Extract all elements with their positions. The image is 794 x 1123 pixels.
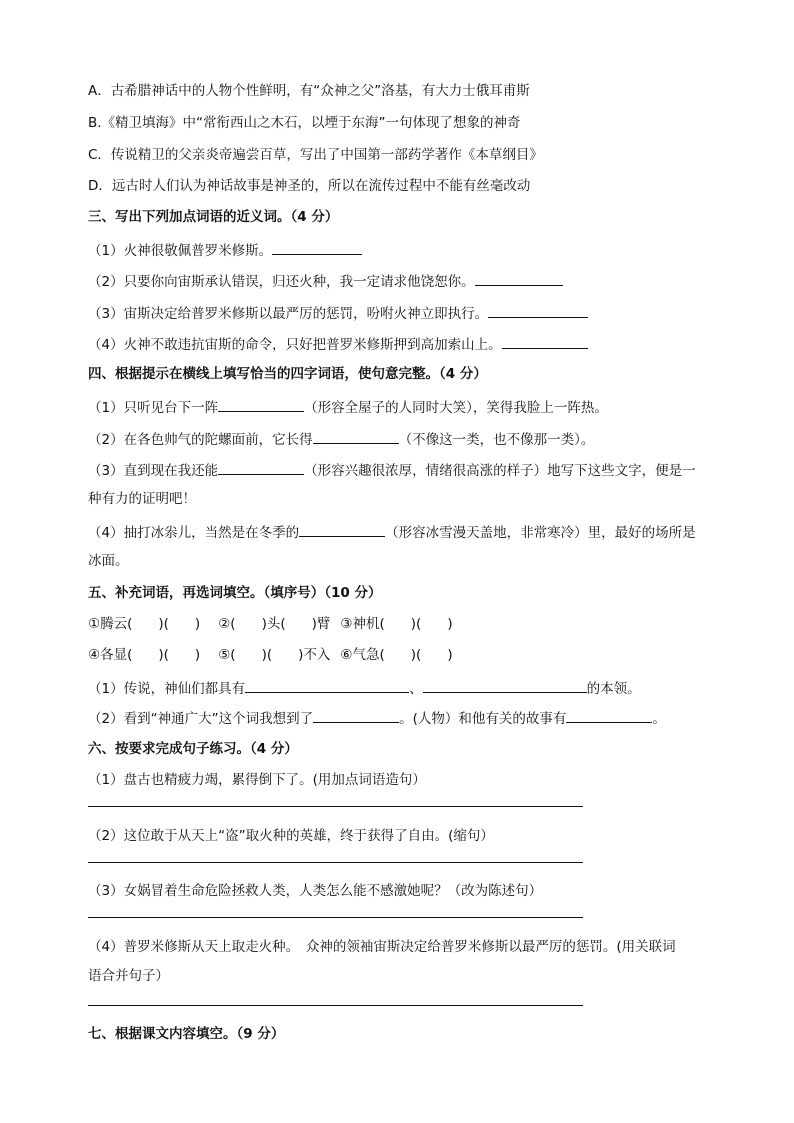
s4-q2-prefix: （2）在各色帅气的陀螺面前，它长得 <box>88 432 313 448</box>
s5-word-2[interactable]: ②( )头( )臂 <box>218 616 331 632</box>
s5-q2-blank-2[interactable] <box>566 707 652 723</box>
s6-question-4-cont: 语合并句子） <box>88 968 169 984</box>
s6-question-3: （3）女娲冒着生命危险拯救人类，人类怎么能不感激她呢？（改为陈述句） <box>88 883 543 899</box>
option-b: B.《精卫填海》中“常衔西山之木石，以堙于东海”一句体现了想象的神奇 <box>88 115 521 131</box>
s3-q4-blank[interactable] <box>502 333 588 349</box>
s4-q4-blank[interactable] <box>299 521 385 537</box>
s3-q2-text: （2）只要你向宙斯承认错误，归还火种，我一定请求他饶恕你。 <box>88 274 475 290</box>
s5-word-3[interactable]: ③神机( )( ) <box>340 616 453 632</box>
s4-q1-blank[interactable] <box>218 396 304 412</box>
option-d: D．远古时人们认为神话故事是神圣的，所以在流传过程中不能有丝毫改动 <box>88 178 531 194</box>
s3-q4-text: （4）火神不敢违抗宙斯的命令，只好把普罗米修斯押到高加索山上。 <box>88 337 502 353</box>
s5-word-row-2 <box>88 645 453 665</box>
s4-q4-suffix: （形容冰雪漫天盖地，非常寒冷）里，最好的场所是 <box>385 525 696 541</box>
s5-word-row-1 <box>88 614 453 634</box>
s3-q3-blank[interactable] <box>488 302 588 318</box>
s4-q3-prefix: （3）直到现在我还能 <box>88 463 219 479</box>
s5-q1-blank-2[interactable] <box>423 677 587 693</box>
s5-q2-middle: 。(人物）和他有关的故事有 <box>399 711 567 727</box>
s6-answer-line-2[interactable] <box>88 862 583 863</box>
s5-word-6[interactable]: ⑥气急( )( ) <box>340 647 453 663</box>
s5-word-4[interactable]: ④各显( )( ) <box>88 647 201 663</box>
s4-question-4-cont: 冰面。 <box>88 553 129 569</box>
s4-q3-blank[interactable] <box>218 459 304 475</box>
s3-question-3 <box>88 302 588 324</box>
option-c: C．传说精卫的父亲炎帝遍尝百草，写出了中国第一部药学著作《本草纲目》 <box>88 147 543 163</box>
s3-q1-blank[interactable] <box>272 239 362 255</box>
s4-question-2 <box>88 428 594 450</box>
s3-question-4 <box>88 333 588 355</box>
s4-q1-prefix: （1）只听见台下一阵 <box>88 400 219 416</box>
s4-q4-prefix: （4）抽打冰尜儿，当然是在冬季的 <box>88 525 300 541</box>
s6-answer-line-4[interactable] <box>88 1005 583 1006</box>
s6-question-2: （2）这位敢于从天上“盗”取火种的英雄，终于获得了自由。(缩句） <box>88 828 494 844</box>
s5-q1-separator: 、 <box>409 681 423 697</box>
s5-word-1[interactable]: ①腾云( )( ) <box>88 616 201 632</box>
s5-q2-suffix: 。 <box>652 711 666 727</box>
s4-question-3 <box>88 459 696 481</box>
option-a: A．古希腊神话中的人物个性鲜明，有“众神之父”洛基，有大力士俄耳甫斯 <box>88 83 530 99</box>
section-5-heading: 五、补充词语，再选词填空。（填序号）（10 分） <box>88 585 382 601</box>
s4-q2-suffix: （不像这一类，也不像那一类）。 <box>398 432 595 448</box>
s3-question-2 <box>88 270 563 292</box>
s5-q1-prefix: （1）传说，神仙们都具有 <box>88 681 246 697</box>
s4-question-3-cont: 种有力的证明吧！ <box>88 491 196 507</box>
s6-question-1: （1）盘古也精疲力竭，累得倒下了。(用加点词语造句） <box>88 772 426 788</box>
s5-question-2 <box>88 707 666 729</box>
s3-q2-blank[interactable] <box>475 270 563 286</box>
s3-q3-text: （3）宙斯决定给普罗米修斯以最严厉的惩罚，吩咐火神立即执行。 <box>88 306 489 322</box>
s6-answer-line-3[interactable] <box>88 917 583 918</box>
s4-question-1 <box>88 396 608 418</box>
s5-q1-blank-1[interactable] <box>245 677 409 693</box>
s3-q1-text: （1）火神很敬佩普罗米修斯。 <box>88 243 273 259</box>
s4-question-4 <box>88 521 696 543</box>
s5-q2-blank-1[interactable] <box>313 707 399 723</box>
s6-question-4: （4）普罗米修斯从天上取走火种。 众神的领袖宙斯决定给普罗米修斯以最严厉的惩罚。(用关联词 <box>88 939 676 955</box>
section-3-heading: 三、写出下列加点词语的近义词。（4 分） <box>88 209 339 225</box>
section-6-heading: 六、按要求完成句子练习。（4 分） <box>88 741 298 757</box>
s6-answer-line-1[interactable] <box>88 806 583 807</box>
s5-word-5[interactable]: ⑤( )( )不入 <box>218 647 331 663</box>
s5-q1-suffix: 的本领。 <box>586 681 641 697</box>
s4-q2-blank[interactable] <box>313 428 399 444</box>
s4-q3-suffix: （形容兴趣很浓厚，情绪很高涨的样子）地写下这些文字，便是一 <box>304 463 696 479</box>
s4-q1-suffix: （形容全屋子的人同时大笑），笑得我脸上一阵热。 <box>304 400 608 416</box>
section-4-heading: 四、根据提示在横线上填写恰当的四字词语，使句意完整。（4 分） <box>88 366 487 382</box>
s5-question-1 <box>88 677 641 699</box>
section-7-heading: 七、根据课文内容填空。（9 分） <box>88 1026 285 1042</box>
s3-question-1 <box>88 239 362 261</box>
s5-q2-prefix: （2）看到“神通广大”这个词我想到了 <box>88 711 314 727</box>
